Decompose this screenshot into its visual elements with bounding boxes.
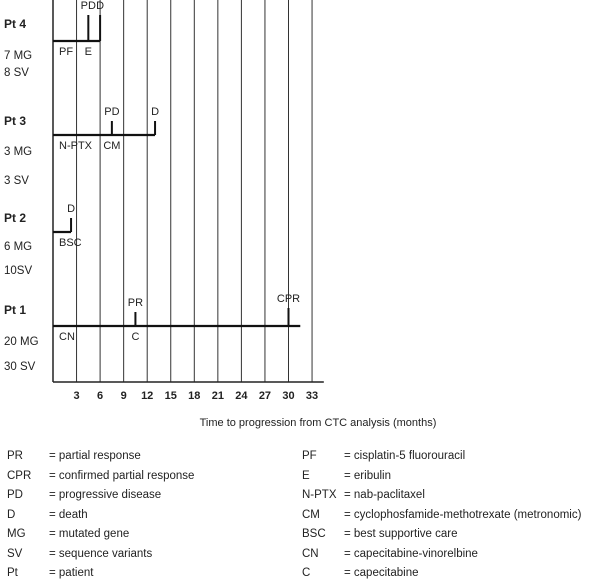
patient-label: Pt 3 [4, 114, 27, 128]
x-tick-label: 30 [282, 390, 295, 402]
legend-definition: = death [49, 508, 88, 521]
legend-right [302, 447, 581, 584]
legend-definition: = nab-paclitaxel [344, 489, 425, 501]
sequence-variant-count: 10SV [4, 265, 33, 277]
therapy-label: E [84, 46, 92, 58]
mutated-gene-count: 20 MG [4, 336, 39, 348]
legend-entry [302, 486, 581, 506]
event-label: D [96, 0, 105, 12]
legend-entry [7, 564, 194, 584]
legend-abbr: CM [302, 508, 320, 521]
legend-abbr: C [302, 567, 311, 579]
legend-definition: = capecitabine-vinorelbine [344, 547, 478, 560]
legend-entry [7, 525, 194, 545]
x-tick-label: 3 [73, 390, 80, 402]
patient-label: Pt 4 [4, 17, 27, 31]
legend-entry [7, 467, 194, 487]
event-label: PD [104, 106, 120, 118]
legend-entry [302, 467, 581, 487]
x-tick-label: 12 [141, 390, 154, 402]
patient-row [4, 106, 159, 187]
legend-entry [302, 564, 581, 584]
legend-abbr: N-PTX [302, 489, 337, 501]
x-tick-label: 33 [305, 390, 319, 402]
legend-entry [7, 486, 194, 506]
legend-definition: = mutated gene [49, 528, 130, 540]
x-tick-label: 18 [188, 390, 201, 402]
legend-entry [7, 506, 194, 526]
legend-definition: = capecitabine [344, 567, 419, 579]
legend-left [7, 447, 194, 584]
x-tick-labels [73, 390, 318, 402]
legend-abbr: CPR [7, 469, 32, 482]
patient-label: Pt 1 [4, 303, 27, 317]
legend-abbr: BSC [302, 528, 326, 540]
mutated-gene-count: 3 MG [4, 146, 33, 158]
sequence-variant-count: 30 SV [4, 361, 36, 373]
therapy-label: BSC [59, 237, 82, 249]
legend-abbr: E [302, 469, 310, 482]
legend-entry [302, 545, 581, 565]
legend-abbr: PR [7, 450, 23, 462]
legend-entry [302, 506, 581, 526]
therapy-label: CM [103, 140, 121, 152]
legend-definition: = best supportive care [344, 528, 458, 540]
event-label: CPR [276, 293, 301, 305]
x-tick-label: 9 [120, 390, 127, 402]
legend-abbr: D [7, 508, 16, 521]
patient-row [4, 293, 300, 373]
legend-entry [302, 525, 581, 545]
therapy-label: C [131, 331, 140, 343]
therapy-label: PF [59, 46, 74, 58]
legend-abbr: PD [7, 489, 23, 501]
legend-definition: = sequence variants [49, 547, 153, 560]
legend-definition: = confirmed partial response [49, 469, 195, 482]
legend-definition: = patient [49, 567, 94, 579]
event-label: D [151, 106, 160, 118]
gridlines [77, 0, 312, 382]
legend-definition: = progressive disease [49, 489, 162, 501]
legend-definition: = partial response [49, 450, 141, 462]
patient-rows [4, 0, 300, 373]
legend-abbr: MG [7, 528, 26, 540]
legend-definition: = cyclophosfamide-methotrexate (metronomic) [344, 508, 582, 521]
legend-entry [7, 447, 194, 467]
axes [53, 0, 324, 382]
sequence-variant-count: 3 SV [4, 175, 29, 187]
legend-definition: = cisplatin-5 fluorouracil [344, 450, 466, 462]
event-label: PR [127, 297, 144, 309]
x-tick-label: 21 [211, 390, 224, 402]
legend-abbr: CN [302, 547, 319, 560]
x-tick-label: 6 [97, 390, 104, 402]
legend-abbr: SV [7, 547, 23, 560]
x-tick-label: 24 [235, 390, 248, 402]
x-axis-label: Time to progression from CTC analysis (months) [199, 417, 437, 429]
legend-entry [7, 545, 194, 565]
legend-entry [302, 447, 581, 467]
legend-abbr: Pt [7, 567, 18, 579]
x-tick-label: 27 [258, 390, 272, 402]
mutated-gene-count: 6 MG [4, 241, 33, 253]
sequence-variant-count: 8 SV [4, 67, 29, 79]
x-tick-label: 15 [164, 390, 177, 402]
therapy-label: CN [59, 331, 75, 343]
patient-row [4, 0, 104, 79]
patient-row [4, 203, 82, 277]
event-label: PD [80, 0, 96, 12]
legend-definition: = eribulin [344, 469, 391, 482]
therapy-label: N-PTX [59, 140, 92, 152]
mutated-gene-count: 7 MG [4, 50, 33, 62]
patient-label: Pt 2 [4, 211, 27, 225]
legend-abbr: PF [302, 450, 317, 462]
event-label: D [67, 203, 76, 215]
